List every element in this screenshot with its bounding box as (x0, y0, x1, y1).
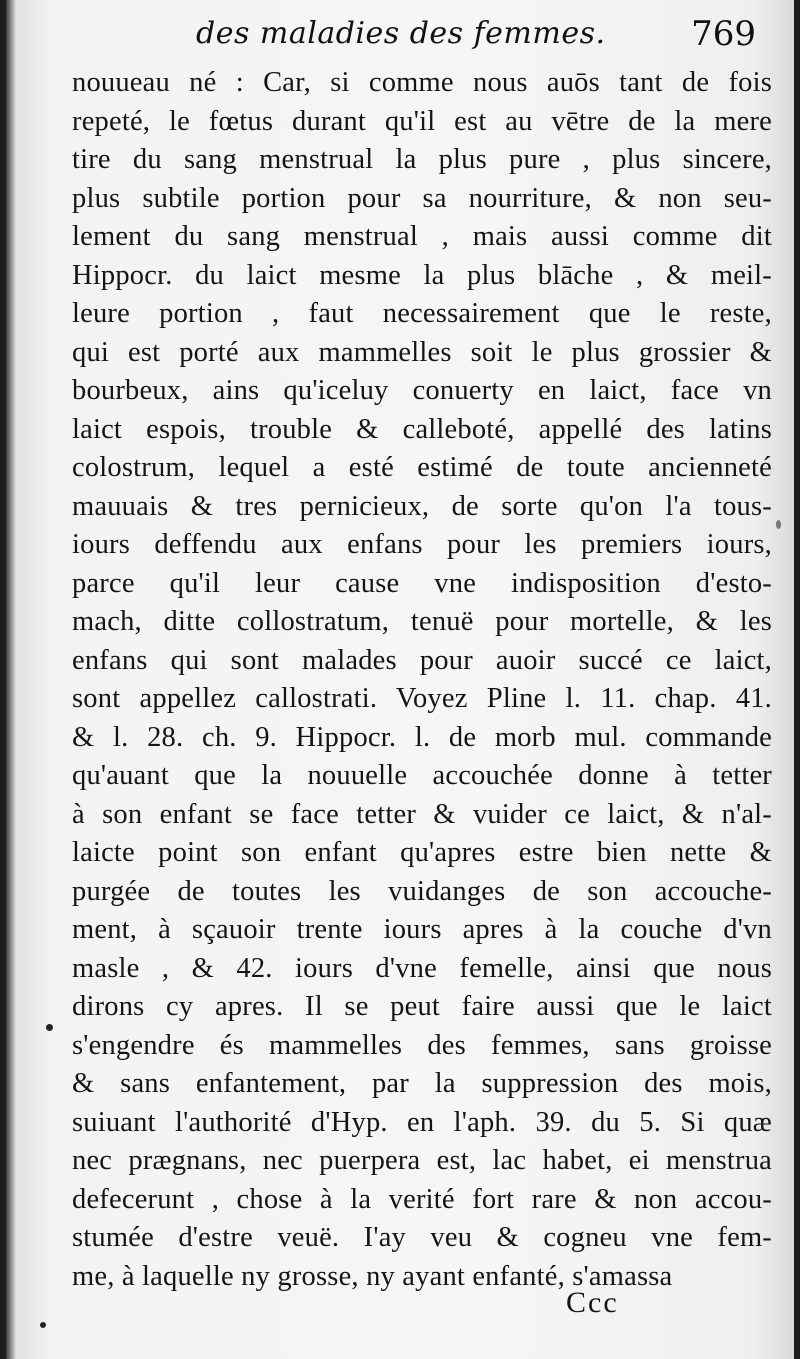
text-line: tire du sang menstrual la plus pure , plus sincere, (72, 144, 772, 175)
text-line: iours deffendu aux enfans pour les premiers iours, (72, 529, 772, 560)
text-line: qu'auant que la nouuelle accouchée donne à tetter (72, 760, 772, 791)
text-line: & l. 28. ch. 9. Hippocr. l. de morb mul. commande (72, 721, 772, 753)
text-line: bourbeux, ains qu'iceluy conuerty en laict, face vn (72, 375, 772, 406)
text-line: parce qu'il leur cause vne indisposition d'esto- (72, 567, 772, 599)
catchword: Ccc (566, 1286, 619, 1319)
ink-speck (40, 1322, 46, 1328)
text-line: laicte point son enfant qu'apres estre bien nette & (72, 837, 772, 868)
text-line: s'engendre és mammelles des femmes, sans groisse (72, 1029, 772, 1061)
text-line: laict espois, trouble & calleboté, appellé des latins (72, 413, 772, 445)
text-line: nec prægnans, nec puerpera est, lac habet, ei menstrua (72, 1145, 772, 1176)
text-line: me, à laquelle ny grosse, ny ayant enfanté, s'amassa (72, 1260, 673, 1292)
book-page (6, 0, 794, 1359)
page-gutter-shadow (6, 0, 16, 1359)
text-line: purgée de toutes les vuidanges de son accouche- (72, 875, 772, 907)
text-line: qui est porté aux mammelles soit le plus grossier & (72, 336, 772, 368)
text-line: plus subtile portion pour sa nourriture, & non seu- (72, 182, 772, 214)
text-line: sont appellez callostrati. Voyez Pline l. 11. chap. 41. (72, 683, 772, 714)
body-text (72, 64, 772, 1296)
text-line: mach, ditte collostratum, tenuë pour mortelle, & les (72, 606, 772, 637)
text-line: mauuais & tres pernicieux, de sorte qu'on l'a tous- (72, 490, 772, 522)
ink-speck (776, 520, 781, 529)
text-line: dirons cy apres. Il se peut faire aussi que le laict (72, 991, 772, 1022)
text-line: enfans qui sont malades pour auoir succé ce laict, (72, 644, 772, 676)
text-line: nouueau né : Car, si comme nous auōs tant de fois (72, 67, 772, 98)
text-line: colostrum, lequel a esté estimé de toute ancienneté (72, 452, 772, 483)
text-line: suiuant l'authorité d'Hyp. en l'aph. 39. du 5. Si quæ (72, 1106, 772, 1138)
text-line: defecerunt , chose à la verité fort rare & non accou- (72, 1183, 772, 1215)
text-line: masle , & 42. iours d'vne femelle, ainsi que nous (72, 952, 772, 984)
running-title: des maladies des femmes. (196, 16, 606, 51)
page-header (196, 14, 756, 60)
ink-speck (46, 1024, 53, 1031)
text-line: & sans enfantement, par la suppression des mois, (72, 1068, 772, 1099)
text-line: repeté, le fœtus durant qu'il est au vētre de la mere (72, 105, 772, 137)
text-line: Hippocr. du laict mesme la plus blāche , & meil- (72, 259, 772, 291)
text-line: à son enfant se face tetter & vuider ce laict, & n'al- (72, 798, 772, 830)
text-line: ment, à sçauoir trente iours apres à la couche d'vn (72, 914, 772, 945)
text-line: stumée d'estre veuë. I'ay veu & cogneu vne fem- (72, 1222, 772, 1253)
page-number: 769 (691, 14, 756, 54)
text-line: lement du sang menstrual , mais aussi comme dit (72, 221, 772, 252)
text-line: leure portion , faut necessairement que le reste, (72, 298, 772, 329)
